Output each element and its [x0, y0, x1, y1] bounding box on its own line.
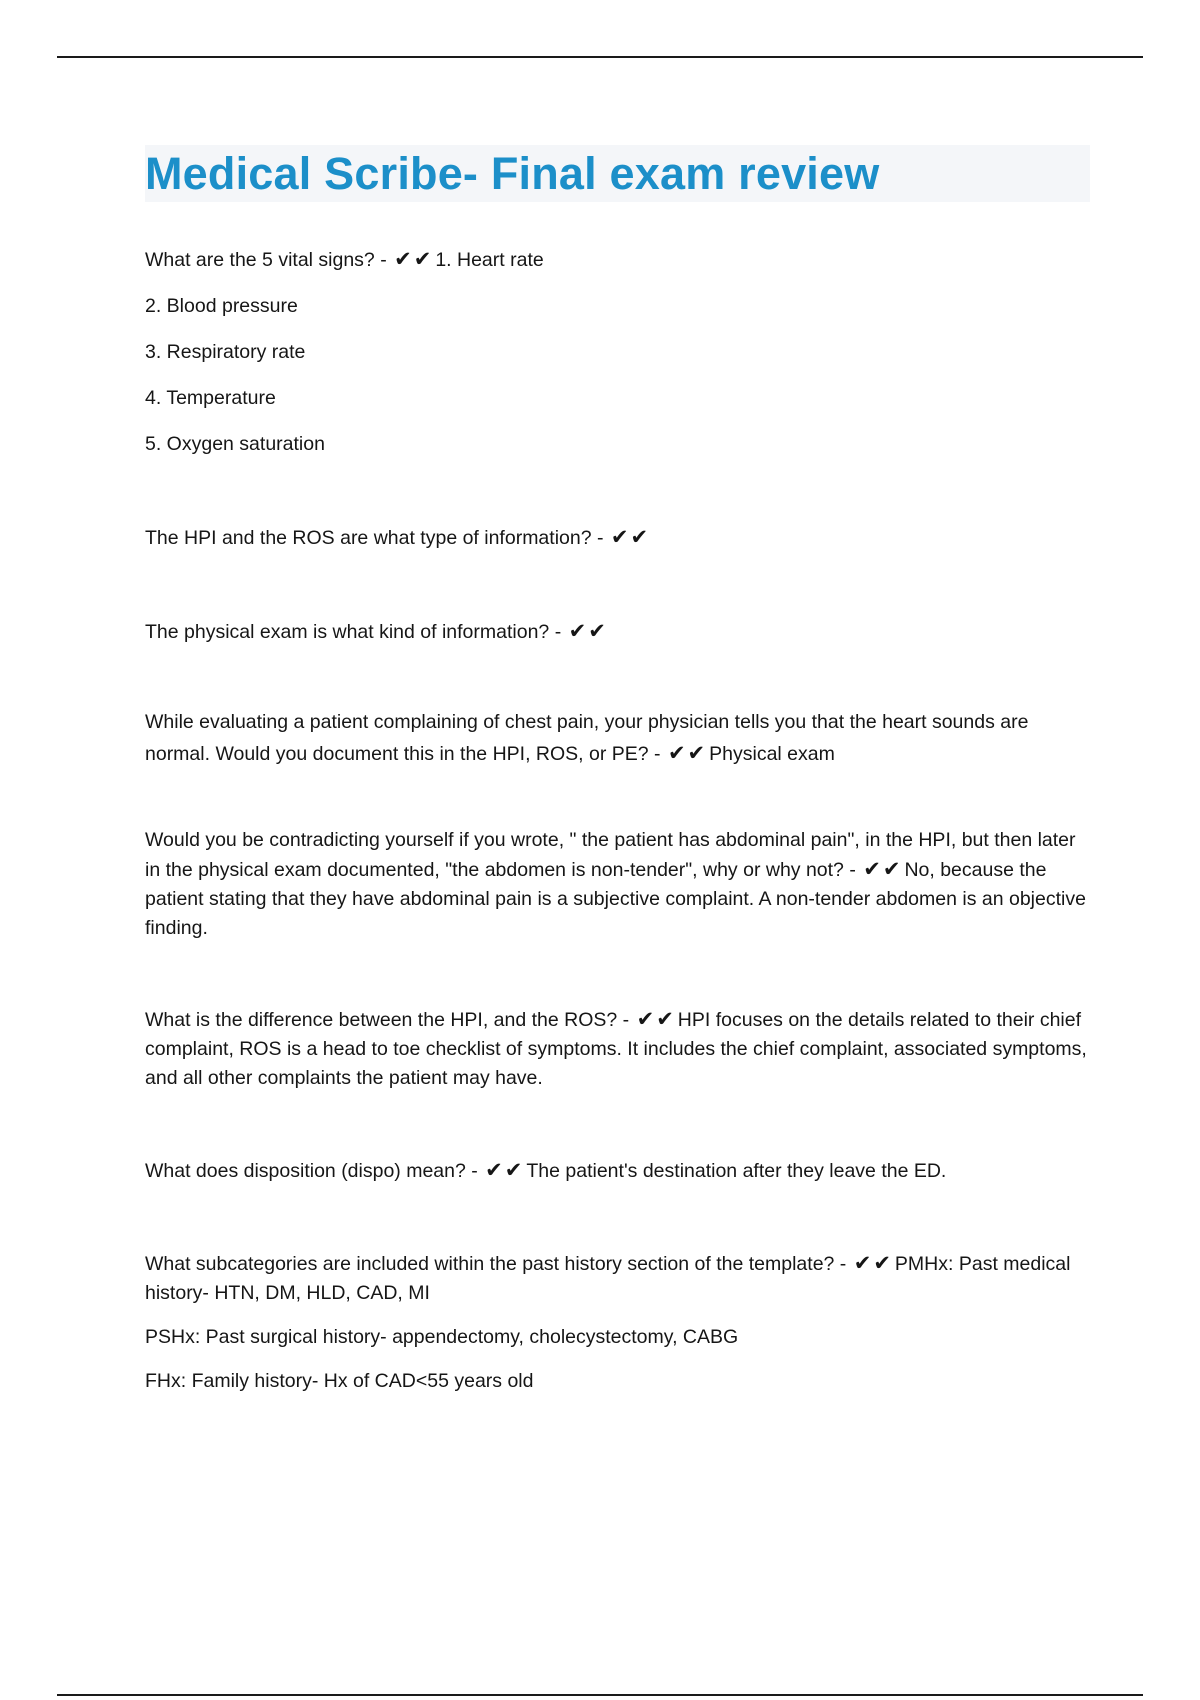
check-icon: ✔✔: [485, 1158, 525, 1182]
check-icon: ✔✔: [394, 247, 434, 271]
check-icon: ✔✔: [863, 857, 903, 881]
check-icon: ✔✔: [610, 525, 651, 549]
check-icon: ✔✔: [568, 619, 608, 643]
title-banner: [145, 145, 1090, 202]
document-body: [145, 145, 1090, 1396]
answer-line: 3. Respiratory rate: [145, 341, 306, 363]
answer-line: 2. Blood pressure: [145, 295, 298, 317]
question-text: Would you be contradicting yourself if you wrote, " the patient has abdominal pain", in the HPI, but then later in the physical exam documented, "the abdomen is non-tender", why or why not? -: [145, 829, 1076, 881]
answer-text: 1. Heart rate: [435, 249, 544, 271]
check-icon: ✔✔: [636, 1007, 676, 1031]
qa-item-disposition: [145, 1155, 1090, 1187]
check-icon: ✔✔: [853, 1251, 893, 1275]
bottom-rule: [57, 1694, 1143, 1696]
answer-line: PSHx: Past surgical history- appendectomy, cholecystectomy, CABG: [145, 1326, 739, 1348]
qa-item-hpi-vs-ros: [145, 1005, 1090, 1093]
top-rule: [57, 56, 1143, 58]
question-text: What are the 5 vital signs? -: [145, 249, 387, 271]
question-text: The physical exam is what kind of information? -: [145, 621, 562, 643]
qa-item-physical-exam-type: [145, 616, 1090, 648]
qa-item-past-history: [145, 1249, 1090, 1396]
question-text: While evaluating a patient complaining of chest pain, your physician tells you that the heart sounds are normal. Would you document this in the HPI, ROS, or PE? -: [145, 711, 1029, 765]
answer-text: No, because the patient stating that they have abdominal pain is a subjective complaint. A non-tender abdomen is an objective finding.: [145, 859, 1086, 939]
check-icon: ✔✔: [667, 741, 708, 765]
answer-line: 5. Oxygen saturation: [145, 433, 325, 455]
question-text: What is the difference between the HPI, and the ROS? -: [145, 1009, 630, 1031]
answer-line: FHx: Family history- Hx of CAD<55 years old: [145, 1370, 534, 1392]
qa-item-hpi-ros-type: [145, 522, 1090, 554]
qa-item-heart-sounds: [145, 707, 1090, 770]
qa-item-abdominal-pain: [145, 826, 1090, 943]
answer-text: Physical exam: [709, 743, 835, 765]
document-title: Medical Scribe- Final exam review: [145, 148, 880, 199]
answer-line: 4. Temperature: [145, 387, 276, 409]
question-text: The HPI and the ROS are what type of information? -: [145, 527, 604, 549]
answer-text: PMHx: Past medical history- HTN, DM, HLD, CAD, MI: [145, 1253, 1071, 1304]
answer-text: HPI focuses on the details related to their chief complaint, ROS is a head to toe checklist of symptoms. It includes the chief complaint, associated symptoms, and all other complaints the patient may have.: [145, 1009, 1087, 1089]
question-text: What subcategories are included within the past history section of the template? -: [145, 1253, 847, 1275]
question-text: What does disposition (dispo) mean? -: [145, 1160, 478, 1182]
qa-item-vital-signs: [145, 244, 1090, 460]
answer-text: The patient's destination after they leave the ED.: [526, 1160, 947, 1182]
